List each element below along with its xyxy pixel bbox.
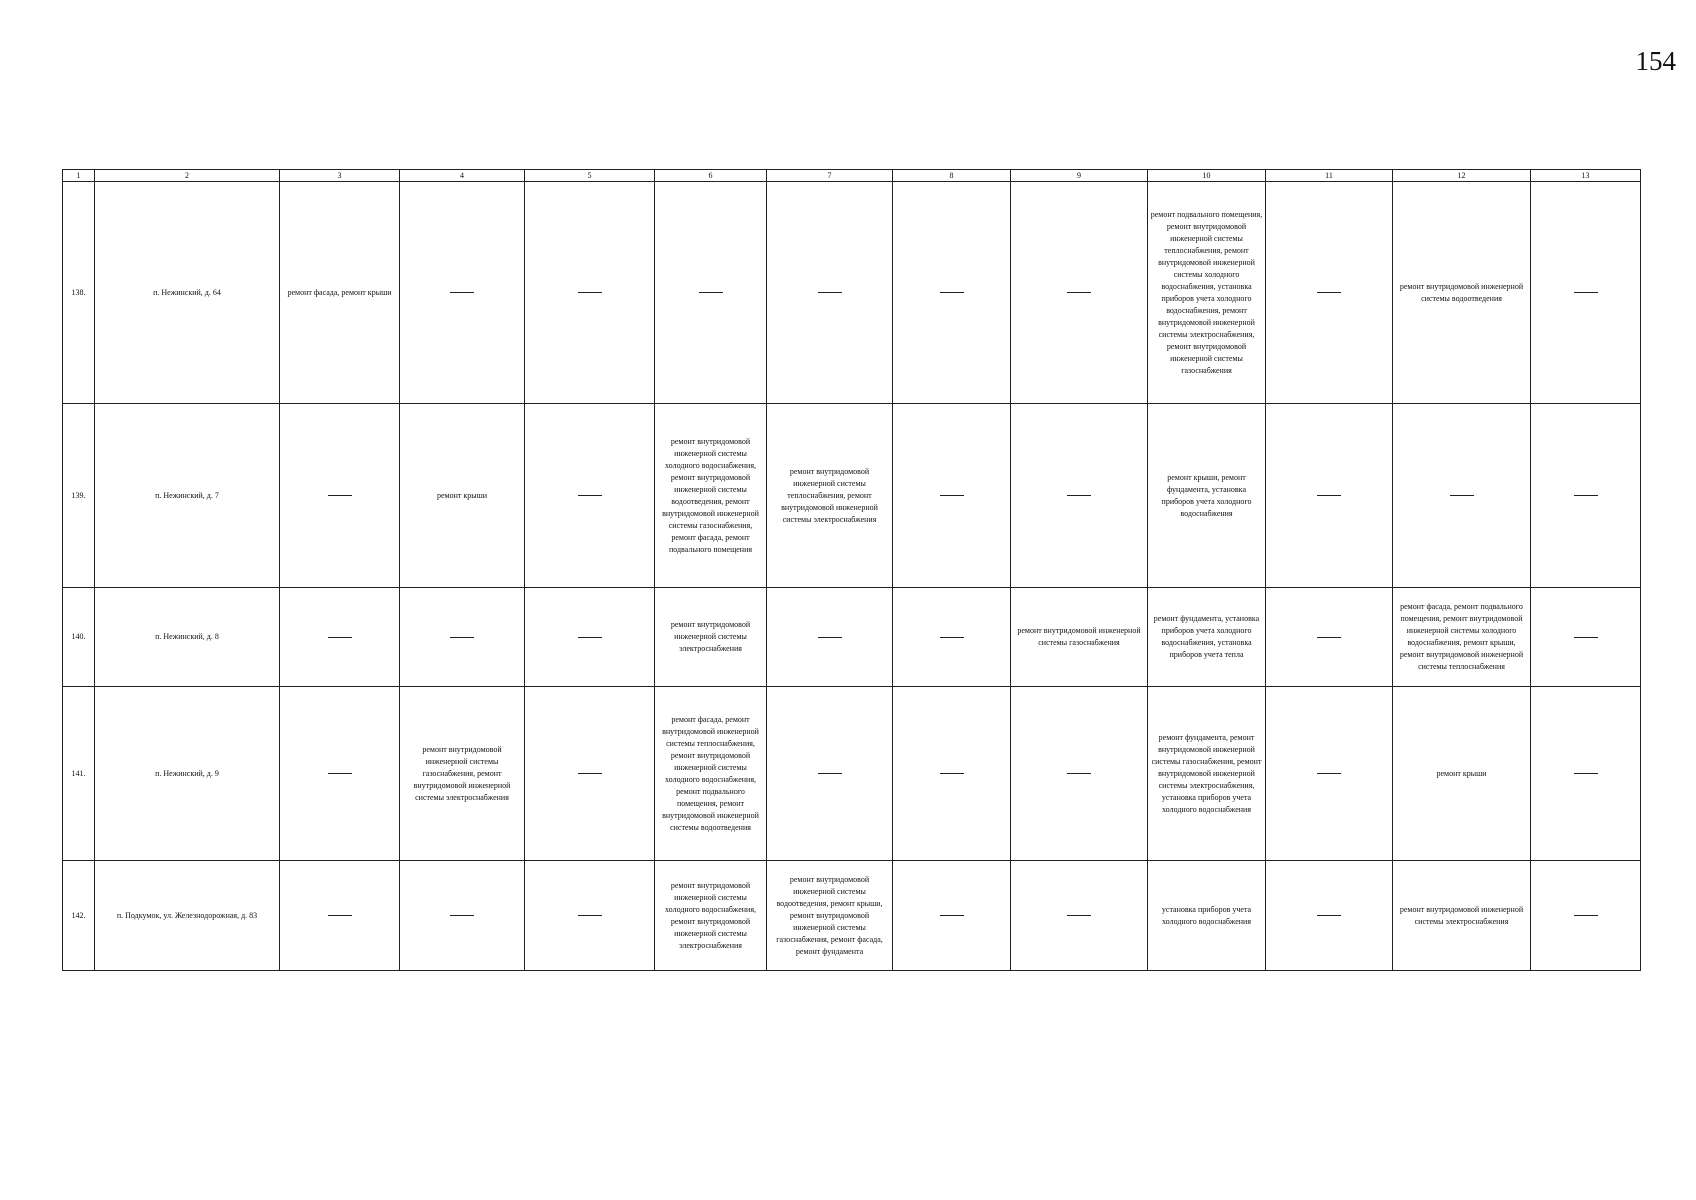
- empty-dash: [1574, 292, 1598, 293]
- work-cell-12: ремонт внутридомовой инженерной системы электроснабжения: [1393, 861, 1531, 971]
- work-cell-7: [767, 182, 893, 404]
- column-number: 1: [63, 170, 95, 182]
- empty-dash: [940, 292, 964, 293]
- work-cell-4: [400, 861, 525, 971]
- work-cell-8: [893, 404, 1011, 588]
- work-cell-6: [655, 182, 767, 404]
- work-cell-13: [1531, 182, 1641, 404]
- empty-dash: [1317, 495, 1341, 496]
- empty-dash: [1317, 637, 1341, 638]
- column-number-row: [63, 170, 1641, 182]
- empty-dash: [578, 773, 602, 774]
- empty-dash: [1317, 773, 1341, 774]
- empty-dash: [328, 773, 352, 774]
- work-cell-4: [400, 588, 525, 687]
- work-cell-10: ремонт подвального помещения, ремонт внутридомовой инженерной системы теплоснабжения, ремонт внутридомовой инженерной системы холодного водоснабжения, установка приборов учета холодного водоснабжения, ремонт внутридомовой инженерной системы электроснабжения, ремонт внутридомовой инженерной системы газоснабжения: [1148, 182, 1266, 404]
- work-cell-3: [280, 861, 400, 971]
- work-cell-11: [1266, 588, 1393, 687]
- empty-dash: [1574, 495, 1598, 496]
- capital-repair-table: [62, 169, 1641, 971]
- empty-dash: [940, 773, 964, 774]
- column-number: 6: [655, 170, 767, 182]
- work-cell-6: ремонт внутридомовой инженерной системы электроснабжения: [655, 588, 767, 687]
- work-cell-12: ремонт внутридомовой инженерной системы водоотведения: [1393, 182, 1531, 404]
- address-cell: п. Нежинский, д. 8: [95, 588, 280, 687]
- empty-dash: [328, 495, 352, 496]
- column-number: 11: [1266, 170, 1393, 182]
- work-cell-5: [525, 404, 655, 588]
- row-number: 140.: [63, 588, 95, 687]
- work-cell-10: ремонт фундамента, установка приборов учета холодного водоснабжения, установка приборов учета тепла: [1148, 588, 1266, 687]
- work-cell-6: ремонт внутридомовой инженерной системы холодного водоснабжения, ремонт внутридомовой инженерной системы электроснабжения: [655, 861, 767, 971]
- empty-dash: [328, 915, 352, 916]
- empty-dash: [940, 495, 964, 496]
- empty-dash: [578, 915, 602, 916]
- work-cell-5: [525, 182, 655, 404]
- row-number: 142.: [63, 861, 95, 971]
- work-cell-11: [1266, 687, 1393, 861]
- empty-dash: [450, 915, 474, 916]
- empty-dash: [1067, 915, 1091, 916]
- work-cell-13: [1531, 861, 1641, 971]
- work-cell-3: [280, 687, 400, 861]
- work-cell-3: ремонт фасада, ремонт крыши: [280, 182, 400, 404]
- empty-dash: [1067, 495, 1091, 496]
- work-cell-9: [1011, 404, 1148, 588]
- row-number: 138.: [63, 182, 95, 404]
- empty-dash: [1317, 915, 1341, 916]
- address-cell: п. Нежинский, д. 64: [95, 182, 280, 404]
- work-cell-10: ремонт фундамента, ремонт внутридомовой инженерной системы газоснабжения, ремонт внутридомовой инженерной системы электроснабжения, установка приборов учета холодного водоснабжения: [1148, 687, 1266, 861]
- column-number: 12: [1393, 170, 1531, 182]
- address-cell: п. Нежинский, д. 9: [95, 687, 280, 861]
- empty-dash: [1574, 637, 1598, 638]
- work-cell-13: [1531, 687, 1641, 861]
- column-number: 4: [400, 170, 525, 182]
- work-cell-8: [893, 687, 1011, 861]
- work-cell-3: [280, 404, 400, 588]
- work-cell-10: ремонт крыши, ремонт фундамента, установка приборов учета холодного водоснабжения: [1148, 404, 1266, 588]
- work-cell-7: ремонт внутридомовой инженерной системы водоотведения, ремонт крыши, ремонт внутридомовой инженерной системы газоснабжения, ремонт фасада, ремонт фундамента: [767, 861, 893, 971]
- work-cell-5: [525, 687, 655, 861]
- work-cell-7: [767, 687, 893, 861]
- work-cell-12: ремонт крыши: [1393, 687, 1531, 861]
- empty-dash: [818, 773, 842, 774]
- work-cell-6: ремонт внутридомовой инженерной системы холодного водоснабжения, ремонт внутридомовой инженерной системы водоотведения, ремонт внутридомовой инженерной системы газоснабжения, ремонт фасада, ремонт подвального помещения: [655, 404, 767, 588]
- table-row: [63, 404, 1641, 588]
- table-row: [63, 861, 1641, 971]
- column-number: 5: [525, 170, 655, 182]
- column-number: 2: [95, 170, 280, 182]
- empty-dash: [1450, 495, 1474, 496]
- empty-dash: [578, 292, 602, 293]
- work-cell-12: ремонт фасада, ремонт подвального помещения, ремонт внутридомовой инженерной системы холодного водоснабжения, ремонт крыши, ремонт внутридомовой инженерной системы теплоснабжения: [1393, 588, 1531, 687]
- work-cell-11: [1266, 182, 1393, 404]
- page-number: 154: [1635, 46, 1676, 76]
- column-number: 9: [1011, 170, 1148, 182]
- empty-dash: [578, 637, 602, 638]
- work-cell-9: [1011, 687, 1148, 861]
- empty-dash: [1067, 292, 1091, 293]
- column-number: 3: [280, 170, 400, 182]
- work-cell-9: [1011, 861, 1148, 971]
- work-cell-10: установка приборов учета холодного водоснабжения: [1148, 861, 1266, 971]
- work-cell-7: ремонт внутридомовой инженерной системы теплоснабжения, ремонт внутридомовой инженерной системы электроснабжения: [767, 404, 893, 588]
- work-cell-12: [1393, 404, 1531, 588]
- work-cell-7: [767, 588, 893, 687]
- work-cell-4: ремонт крыши: [400, 404, 525, 588]
- column-number: 8: [893, 170, 1011, 182]
- empty-dash: [940, 915, 964, 916]
- empty-dash: [818, 292, 842, 293]
- empty-dash: [1067, 773, 1091, 774]
- work-cell-9: [1011, 182, 1148, 404]
- table-row: [63, 182, 1641, 404]
- work-cell-5: [525, 588, 655, 687]
- empty-dash: [328, 637, 352, 638]
- work-cell-8: [893, 861, 1011, 971]
- column-number: 10: [1148, 170, 1266, 182]
- address-cell: п. Подкумок, ул. Железнодорожная, д. 83: [95, 861, 280, 971]
- empty-dash: [450, 637, 474, 638]
- work-cell-9: ремонт внутридомовой инженерной системы газоснабжения: [1011, 588, 1148, 687]
- empty-dash: [1317, 292, 1341, 293]
- work-cell-6: ремонт фасада, ремонт внутридомовой инженерной системы теплоснабжения, ремонт внутридомовой инженерной системы холодного водоснабжения, ремонт подвального помещения, ремонт внутридомовой инженерной системы водоотведения: [655, 687, 767, 861]
- column-number: 7: [767, 170, 893, 182]
- work-cell-11: [1266, 404, 1393, 588]
- work-cell-5: [525, 861, 655, 971]
- empty-dash: [818, 637, 842, 638]
- empty-dash: [578, 495, 602, 496]
- table-row: [63, 588, 1641, 687]
- work-cell-11: [1266, 861, 1393, 971]
- address-cell: п. Нежинский, д. 7: [95, 404, 280, 588]
- work-cell-4: ремонт внутридомовой инженерной системы газоснабжения, ремонт внутридомовой инженерной системы электроснабжения: [400, 687, 525, 861]
- work-cell-8: [893, 182, 1011, 404]
- work-cell-13: [1531, 588, 1641, 687]
- empty-dash: [699, 292, 723, 293]
- empty-dash: [1574, 915, 1598, 916]
- row-number: 141.: [63, 687, 95, 861]
- work-cell-13: [1531, 404, 1641, 588]
- table-row: [63, 687, 1641, 861]
- work-cell-4: [400, 182, 525, 404]
- empty-dash: [450, 292, 474, 293]
- work-cell-8: [893, 588, 1011, 687]
- row-number: 139.: [63, 404, 95, 588]
- work-cell-3: [280, 588, 400, 687]
- column-number: 13: [1531, 170, 1641, 182]
- empty-dash: [1574, 773, 1598, 774]
- empty-dash: [940, 637, 964, 638]
